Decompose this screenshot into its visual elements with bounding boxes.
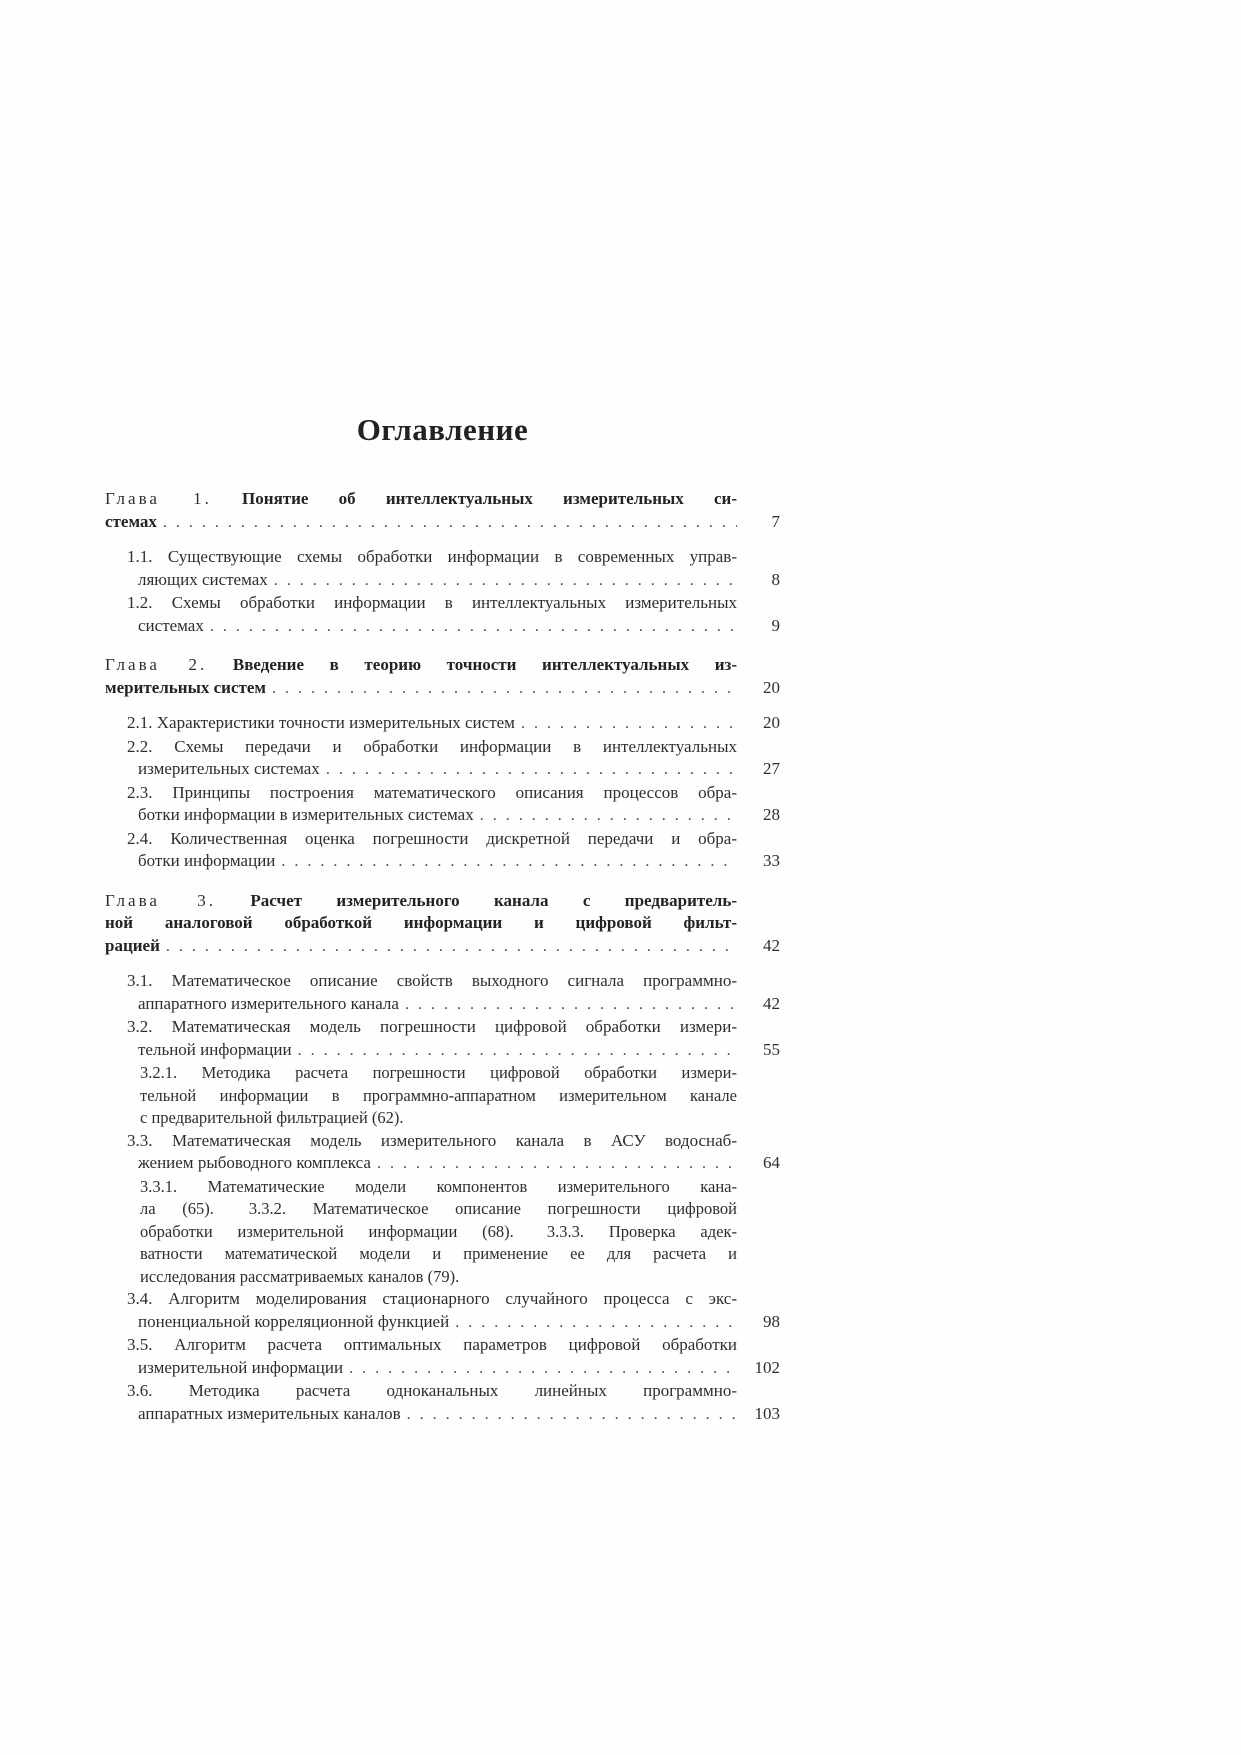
dot-leader <box>521 713 737 736</box>
toc-entry-subsection <box>105 1062 780 1130</box>
toc-entry-text: ботки информации в измерительных системах <box>138 805 474 824</box>
dot-leader <box>281 851 737 874</box>
page-number: 20 <box>763 713 780 732</box>
chapter-label: Глава 1. <box>105 489 212 508</box>
chapter-title-text: Введение в теорию точности интеллектуальных из- <box>232 655 737 674</box>
toc-line: 3.1. Математическое описание свойств выходного сигнала программно- <box>127 971 737 990</box>
page-number: 102 <box>754 1357 780 1377</box>
toc-line: 3.5. Алгоритм расчета оптимальных параметров цифровой обработки <box>127 1335 737 1354</box>
toc-leader-line <box>105 511 780 535</box>
toc-entry-text: измерительной информации <box>138 1357 344 1377</box>
toc-entry-text: рацией <box>105 935 160 955</box>
page-number: 55 <box>763 1039 780 1059</box>
page-number: 27 <box>763 759 780 778</box>
chapter-title-text: Понятие об интеллектуальных измерительных си- <box>242 489 737 508</box>
toc-entry-section <box>105 1288 780 1334</box>
page-number: 42 <box>763 993 780 1013</box>
toc-entry-chapter <box>105 654 780 700</box>
toc-entry-text: измерительных системах <box>138 759 320 778</box>
toc-entry-text: стемах <box>105 511 157 531</box>
toc-leader-line <box>138 993 780 1017</box>
toc-entry-text: тельной информации <box>138 1039 292 1059</box>
table-of-contents <box>105 488 780 1426</box>
toc-leader-line <box>127 712 780 736</box>
page-number: 28 <box>763 805 780 824</box>
toc-line: ной аналоговой обработкой информации и цифровой фильт- <box>105 913 737 932</box>
toc-entry-subsection <box>105 1176 780 1289</box>
page-number: 7 <box>771 511 780 531</box>
toc-entry-text: системах <box>138 615 204 635</box>
toc-entry-section <box>105 1380 780 1426</box>
toc-leader-line <box>138 1403 780 1427</box>
toc-entry-text: поненциальной корреляционной функцией <box>138 1311 450 1331</box>
toc-line: обработки измерительной информации (68). 3.3.3. Проверка адек- <box>140 1221 737 1241</box>
toc-line: 2.4. Количественная оценка погрешности дискретной передачи и обра- <box>127 828 737 848</box>
toc-line: 3.4. Алгоритм моделирования стационарного случайного процесса с экс- <box>127 1289 737 1308</box>
page-number: 64 <box>763 1153 780 1172</box>
toc-line: тельной информации в программно-аппаратном измерительном канале <box>140 1085 737 1105</box>
page-number: 9 <box>771 615 780 635</box>
dot-leader <box>272 678 737 701</box>
page-number: 33 <box>763 851 780 870</box>
toc-line: ла (65). 3.3.2. Математическое описание погрешности цифровой <box>140 1199 737 1218</box>
page-number: 42 <box>763 935 780 955</box>
toc-line: 2.2. Схемы передачи и обработки информации в интеллектуальных <box>127 736 737 756</box>
page-number: 20 <box>763 677 780 697</box>
toc-line <box>105 654 737 677</box>
toc-entry-chapter <box>105 890 780 959</box>
dot-leader <box>377 1153 737 1176</box>
dot-leader <box>349 1358 737 1381</box>
toc-entry-section <box>105 592 780 638</box>
toc-leader-line <box>138 615 780 639</box>
toc-line: 2.3. Принципы построения математического описания процессов обра- <box>127 782 737 802</box>
toc-line: с предварительной фильтрацией (62). <box>140 1108 404 1127</box>
dot-leader <box>274 570 737 593</box>
toc-line: 3.6. Методика расчета одноканальных линейных программно- <box>127 1381 737 1400</box>
dot-leader <box>455 1312 737 1335</box>
toc-entry-section <box>105 970 780 1016</box>
dot-leader <box>166 936 737 959</box>
toc-content <box>105 410 780 1426</box>
toc-entry-text: мерительных систем <box>105 677 266 697</box>
toc-line: исследования рассматриваемых каналов (79). <box>140 1266 460 1286</box>
page-number: 103 <box>754 1403 780 1423</box>
toc-entry-section <box>105 1334 780 1380</box>
toc-entry-section <box>105 782 780 828</box>
toc-entry-section <box>105 1130 780 1176</box>
toc-leader-line <box>105 677 780 701</box>
toc-entry-section <box>105 546 780 592</box>
toc-line: 3.3. Математическая модель измерительного канала в АСУ водоснаб- <box>127 1130 737 1150</box>
toc-line: 3.2.1. Методика расчета погрешности цифровой обработки измери- <box>140 1063 737 1082</box>
toc-line: ватности математической модели и применение ее для расчета и <box>140 1244 737 1263</box>
toc-leader-line <box>138 1152 780 1176</box>
chapter-label: Глава 2. <box>105 655 208 674</box>
toc-line: 3.2. Математическая модель погрешности цифровой обработки измери- <box>127 1017 737 1036</box>
dot-leader <box>480 805 737 828</box>
dot-leader <box>298 1040 737 1063</box>
toc-entry-section <box>105 736 780 782</box>
toc-leader-line <box>138 758 780 782</box>
chapter-label: Глава 3. <box>105 890 217 910</box>
toc-leader-line <box>138 850 780 874</box>
dot-leader <box>405 994 737 1017</box>
dot-leader <box>210 616 737 639</box>
toc-leader-line <box>138 1311 780 1335</box>
dot-leader <box>407 1404 737 1427</box>
toc-entry-text: ботки информации <box>138 851 276 870</box>
toc-line: 1.2. Схемы обработки информации в интеллектуальных измерительных <box>127 593 737 612</box>
page-number: 8 <box>771 569 780 589</box>
toc-line: 1.1. Существующие схемы обработки информации в современных управ- <box>127 547 737 566</box>
toc-entry-section <box>105 712 780 736</box>
dot-leader <box>326 759 737 782</box>
toc-line <box>105 488 737 511</box>
toc-leader-line <box>138 804 780 828</box>
toc-entry-text: ляющих системах <box>138 569 268 589</box>
chapter-title-text: Расчет измерительного канала с предваритель- <box>250 890 737 910</box>
toc-leader-line <box>105 935 780 959</box>
toc-line: 3.3.1. Математические модели компонентов измерительного кана- <box>140 1176 737 1196</box>
toc-entry-text: аппаратных измерительных каналов <box>138 1403 401 1423</box>
toc-line <box>105 890 737 913</box>
toc-entry-text: жением рыбоводного комплекса <box>138 1153 371 1172</box>
toc-leader-line <box>138 1357 780 1381</box>
page-number: 98 <box>763 1311 780 1331</box>
toc-entry-text: 2.1. Характеристики точности измерительных систем <box>127 713 515 732</box>
toc-entry-text: аппаратного измерительного канала <box>138 993 399 1013</box>
toc-leader-line <box>138 1039 780 1063</box>
dot-leader <box>163 512 737 535</box>
toc-leader-line <box>138 569 780 593</box>
toc-entry-section <box>105 1016 780 1062</box>
toc-entry-chapter <box>105 488 780 534</box>
page-title: Оглавление <box>356 412 529 447</box>
toc-entry-section <box>105 828 780 874</box>
